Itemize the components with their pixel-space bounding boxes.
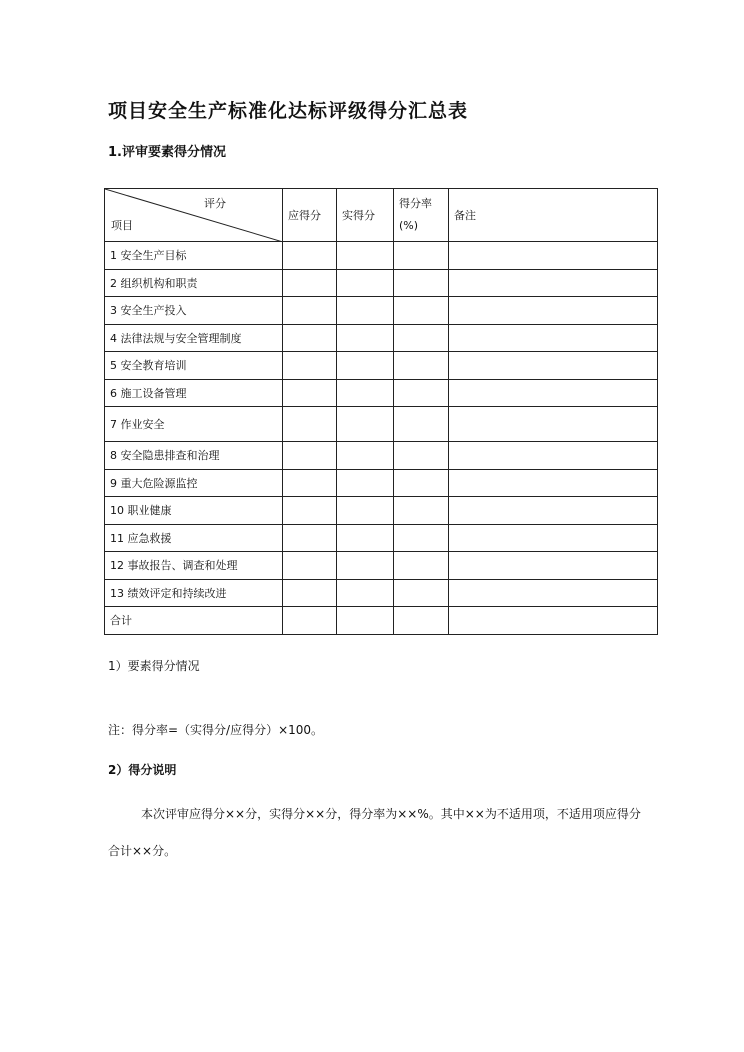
row-item-label: 5 安全教育培训	[105, 352, 283, 380]
standard-score-cell	[283, 407, 337, 442]
table-row	[105, 407, 658, 442]
header-remarks: 备注	[449, 189, 658, 242]
row-item-label: 12 事故报告、调查和处理	[105, 552, 283, 580]
score-rate-cell	[394, 407, 449, 442]
header-score-label: 评分	[204, 197, 226, 210]
table-row	[105, 497, 658, 525]
standard-score-cell	[283, 469, 337, 497]
score-rate-cell	[394, 524, 449, 552]
table-row	[105, 352, 658, 380]
standard-score-cell	[283, 352, 337, 380]
header-score-rate	[394, 189, 449, 242]
actual-score-cell	[337, 552, 394, 580]
row-item-label: 13 绩效评定和持续改进	[105, 579, 283, 607]
header-rate-line1: 得分率	[399, 197, 432, 210]
table-row	[105, 324, 658, 352]
score-rate-cell	[394, 552, 449, 580]
table-row	[105, 442, 658, 470]
standard-score-cell	[283, 324, 337, 352]
actual-score-cell	[337, 242, 394, 270]
standard-score-cell	[283, 524, 337, 552]
score-rate-cell	[394, 324, 449, 352]
row-item-label: 11 应急救援	[105, 524, 283, 552]
diagonal-line	[105, 189, 283, 242]
actual-score-cell	[337, 269, 394, 297]
remarks-cell	[449, 469, 658, 497]
standard-score-cell	[283, 442, 337, 470]
remarks-cell	[449, 297, 658, 325]
table-row	[105, 379, 658, 407]
score-rate-cell	[394, 579, 449, 607]
score-rate-cell	[394, 469, 449, 497]
actual-score-cell	[337, 407, 394, 442]
score-explanation-paragraph: 本次评审应得分××分，实得分××分，得分率为××%。其中××为不适用项，不适用项应得分合计××分。	[108, 807, 641, 858]
header-rate-line2: (%)	[399, 219, 419, 232]
actual-score-cell	[337, 379, 394, 407]
standard-score-cell	[283, 379, 337, 407]
standard-score-cell	[283, 607, 337, 635]
remarks-cell	[449, 407, 658, 442]
actual-score-cell	[337, 524, 394, 552]
standard-score-cell	[283, 552, 337, 580]
remarks-cell	[449, 442, 658, 470]
score-rate-cell	[394, 269, 449, 297]
remarks-cell	[449, 497, 658, 525]
table-row	[105, 607, 658, 635]
remarks-cell	[449, 524, 658, 552]
remarks-cell	[449, 352, 658, 380]
row-item-label: 1 安全生产目标	[105, 242, 283, 270]
remarks-cell	[449, 552, 658, 580]
actual-score-cell	[337, 352, 394, 380]
score-rate-cell	[394, 442, 449, 470]
row-item-label: 3 安全生产投入	[105, 297, 283, 325]
standard-score-cell	[283, 497, 337, 525]
remarks-cell	[449, 242, 658, 270]
remarks-cell	[449, 269, 658, 297]
row-item-label: 9 重大危险源监控	[105, 469, 283, 497]
remarks-cell	[449, 607, 658, 635]
row-item-label: 10 职业健康	[105, 497, 283, 525]
table-row	[105, 579, 658, 607]
actual-score-cell	[337, 324, 394, 352]
actual-score-cell	[337, 497, 394, 525]
table-caption: 1）要素得分情况	[108, 659, 200, 673]
row-item-label: 6 施工设备管理	[105, 379, 283, 407]
row-item-label: 8 安全隐患排查和治理	[105, 442, 283, 470]
actual-score-cell	[337, 297, 394, 325]
remarks-cell	[449, 324, 658, 352]
table-row	[105, 269, 658, 297]
row-item-label: 7 作业安全	[105, 407, 283, 442]
section-heading: 1.评审要素得分情况	[108, 145, 226, 160]
score-rate-cell	[394, 297, 449, 325]
header-item-label: 项目	[111, 219, 133, 232]
formula-note: 注：得分率=（实得分/应得分）×100。	[108, 723, 324, 737]
table-header-row	[105, 189, 658, 242]
diagonal-header-cell	[105, 189, 283, 242]
remarks-cell	[449, 379, 658, 407]
actual-score-cell	[337, 442, 394, 470]
score-rate-cell	[394, 607, 449, 635]
standard-score-cell	[283, 269, 337, 297]
actual-score-cell	[337, 469, 394, 497]
actual-score-cell	[337, 607, 394, 635]
standard-score-cell	[283, 579, 337, 607]
actual-score-cell	[337, 579, 394, 607]
table-row	[105, 552, 658, 580]
remarks-cell	[449, 579, 658, 607]
table-row	[105, 469, 658, 497]
score-rate-cell	[394, 379, 449, 407]
standard-score-cell	[283, 242, 337, 270]
score-explanation-heading: 2）得分说明	[108, 763, 177, 777]
score-summary-table	[104, 188, 658, 635]
row-item-label: 2 组织机构和职责	[105, 269, 283, 297]
header-actual-score: 实得分	[337, 189, 394, 242]
table-row	[105, 242, 658, 270]
row-item-label: 合计	[105, 607, 283, 635]
standard-score-cell	[283, 297, 337, 325]
score-rate-cell	[394, 352, 449, 380]
table-row	[105, 297, 658, 325]
score-rate-cell	[394, 242, 449, 270]
document-title: 项目安全生产标准化达标评级得分汇总表	[108, 100, 469, 122]
table-row	[105, 524, 658, 552]
header-standard-score: 应得分	[283, 189, 337, 242]
row-item-label: 4 法律法规与安全管理制度	[105, 324, 283, 352]
score-rate-cell	[394, 497, 449, 525]
